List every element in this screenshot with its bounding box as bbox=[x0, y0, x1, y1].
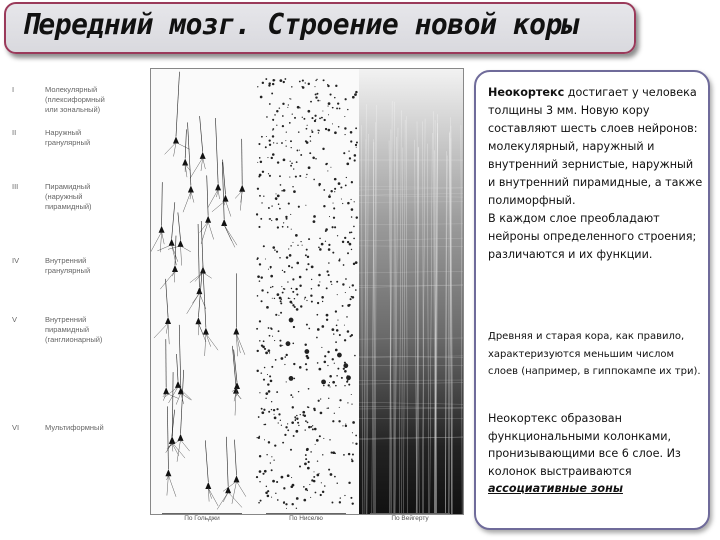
layer-number: VI bbox=[12, 423, 20, 432]
layer-number: V bbox=[12, 315, 18, 324]
term-neocortex: Неокортекс bbox=[488, 86, 565, 99]
layer-number: IV bbox=[12, 256, 20, 265]
cortex-stain-illustration bbox=[150, 68, 464, 515]
info-box bbox=[474, 70, 710, 530]
term-associative-zones: ассоциативные зоны bbox=[488, 482, 623, 495]
info-paragraph-3 bbox=[488, 410, 703, 498]
layer-name: Пирамидный (наружный пирамидный) bbox=[45, 182, 92, 211]
caption-nissl: По Ниселю bbox=[254, 515, 358, 522]
layer-name: Наружный гранулярный bbox=[45, 128, 91, 147]
layer-number: II bbox=[12, 128, 17, 137]
info-paragraph-1 bbox=[488, 84, 703, 264]
layer-name: Мультиформный bbox=[45, 423, 104, 432]
title-banner bbox=[4, 2, 636, 54]
layer-name: Молекулярный (плексиформный или зональный) bbox=[45, 85, 105, 114]
paragraph-text: Неокортекс образован функциональными колонками, пронизывающими все 6 слое. Из колонок выстраиваются bbox=[488, 412, 681, 478]
paragraph-text: достигает у человека толщины 3 мм. Новую кору составляют шесть слоев нейронов: молекулярный, наружный и внутренний зернистые, наружный и внутренний пирамидные, а также полиморфный. bbox=[488, 86, 703, 207]
layer-labels bbox=[0, 65, 150, 530]
layer-number: I bbox=[12, 85, 15, 94]
paragraph-text: В каждом слое преобладают нейроны определенного строения; различаются и их функции. bbox=[488, 212, 697, 261]
caption-golgi: По Гольджи bbox=[150, 515, 254, 522]
cortex-figure bbox=[0, 65, 470, 530]
caption-weigert: По Вейгерту bbox=[358, 515, 462, 522]
info-paragraph-2: Древняя и старая кора, как правило, характеризуются меньшим числом слоев (например, в гиппокампе их три). bbox=[488, 331, 701, 377]
layer-name: Внутренний гранулярный bbox=[45, 256, 91, 275]
stain-captions bbox=[150, 515, 462, 527]
layer-number: III bbox=[12, 182, 19, 191]
layer-name: Внутренний пирамидный (ганглионарный) bbox=[45, 315, 103, 344]
slide-title: Передний мозг. Строение новой коры bbox=[22, 8, 579, 41]
